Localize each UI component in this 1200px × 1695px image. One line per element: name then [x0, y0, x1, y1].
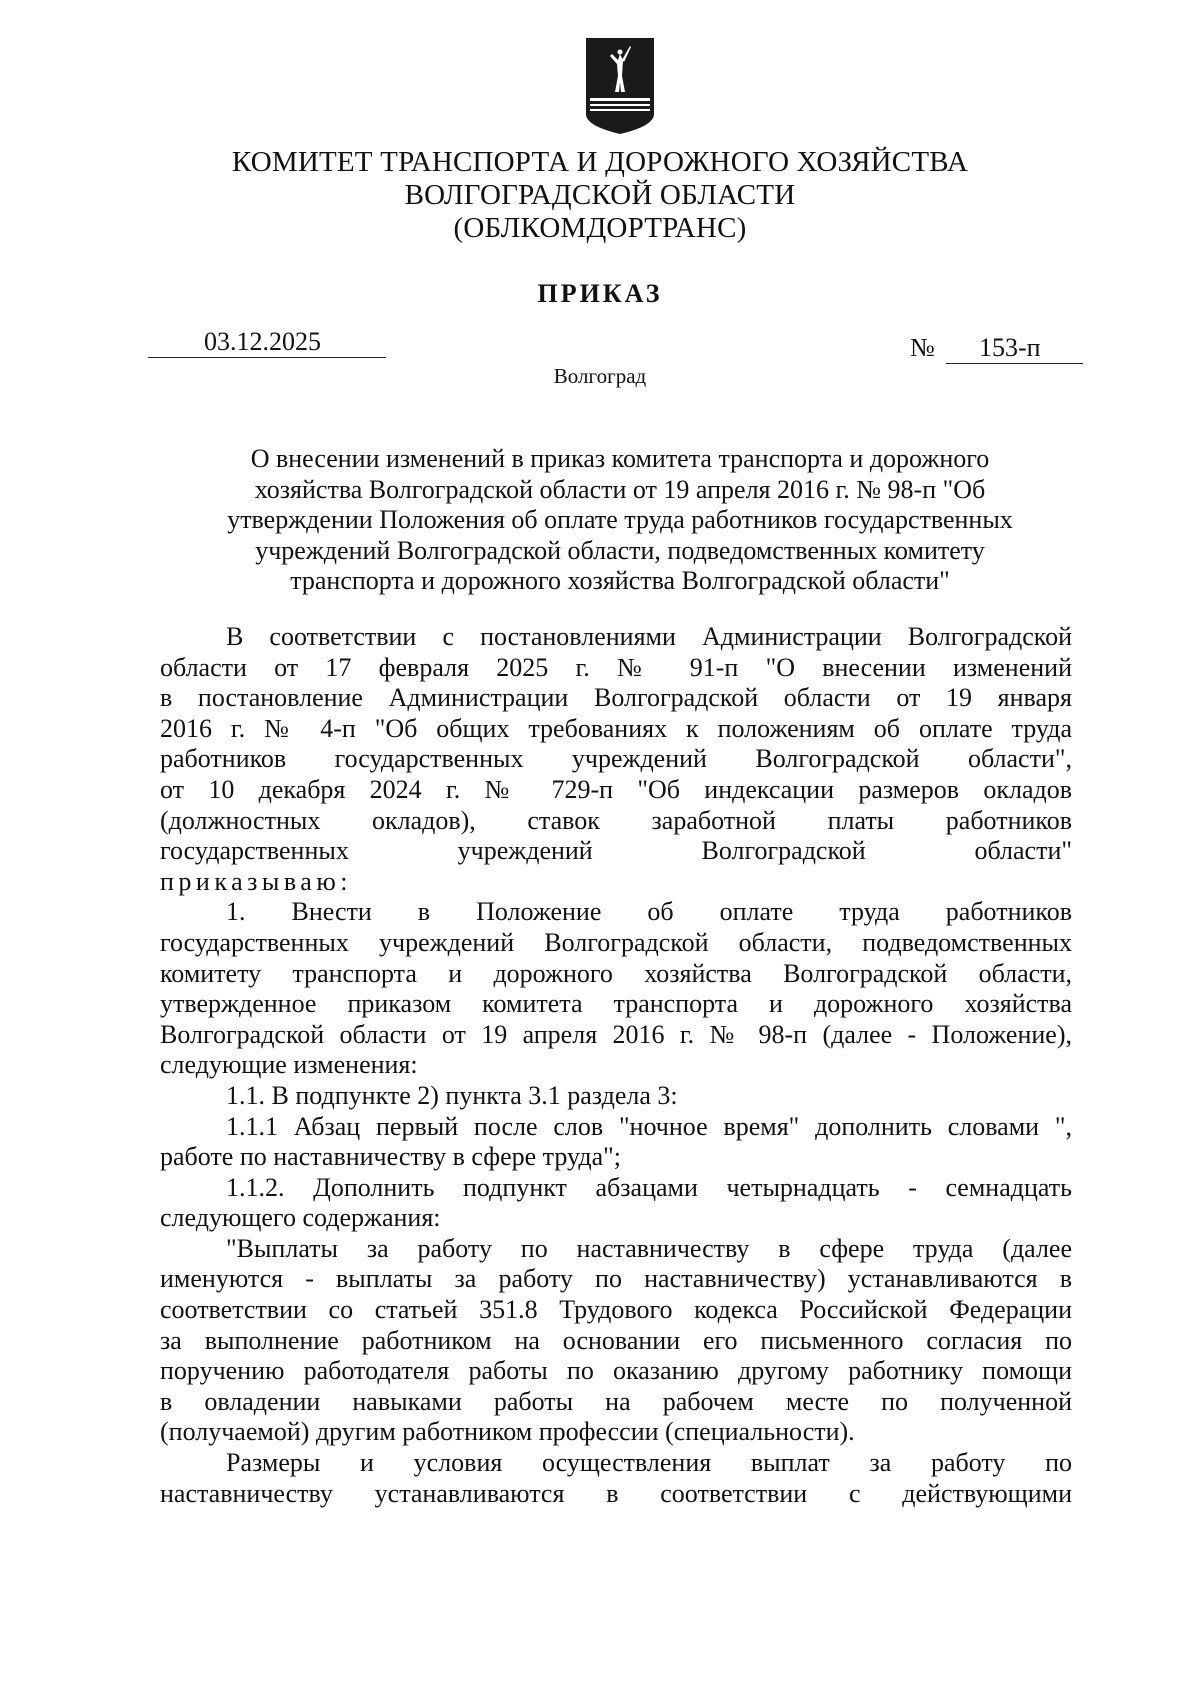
body-line: 1. Внести в Положение об оплате труда работников: [226, 897, 1072, 927]
body-line: приказываю:: [160, 866, 352, 896]
body-line: 2016 г. № 4-п "Об общих требованиях к положениям об оплате труда: [160, 713, 1072, 743]
body-line: Размеры и условия осуществления выплат за работу по: [226, 1448, 1072, 1478]
body-line: 1.1. В подпункте 2) пункта 3.1 раздела 3:: [226, 1080, 678, 1110]
subject-line: учреждений Волгоградской области, подведомственных комитету: [255, 535, 985, 565]
subject-line: утверждении Положения об оплате труда работников государственных: [227, 505, 1013, 534]
number-field: [946, 333, 1083, 364]
body-line: 1.1.2. Дополнить подпункт абзацами четырнадцать - семнадцать: [226, 1172, 1072, 1202]
org-line: КОМИТЕТ ТРАНСПОРТА И ДОРОЖНОГО ХОЗЯЙСТВА: [231, 146, 969, 178]
document-body: [160, 622, 1072, 1509]
body-line: работе по наставничеству в сфере труда";: [160, 1142, 621, 1172]
org-line: (ОБЛКОМДОРТРАНС): [453, 212, 747, 244]
coat-of-arms-emblem: [584, 36, 656, 136]
body-line: за выполнение работником на основании его письменного согласия по: [160, 1325, 1072, 1355]
body-line: поручению работодателя работы по оказанию другому работнику помощи: [160, 1356, 1072, 1386]
body-line: утвержденное приказом комитета транспорта и дорожного хозяйства: [160, 989, 1072, 1019]
body-line: наставничеству устанавливаются в соответствии с действующими: [160, 1478, 1072, 1508]
number-label: №: [910, 333, 935, 362]
body-line: именуются - выплаты за работу по наставничеству) устанавливаются в: [160, 1264, 1072, 1294]
document-type-title: ПРИКАЗ: [537, 279, 663, 308]
body-line: работников государственных учреждений Волгоградской области",: [160, 744, 1072, 774]
body-line: Волгоградской области от 19 апреля 2016 г. № 98-п (далее - Положение),: [160, 1019, 1072, 1049]
date-field: [148, 327, 386, 358]
subject-line: О внесении изменений в приказ комитета транспорта и дорожного: [250, 444, 990, 473]
body-line: в овладении навыками работы на рабочем месте по полученной: [160, 1386, 1072, 1416]
subject-line: транспорта и дорожного хозяйства Волгоградской области": [290, 566, 950, 595]
document-subject: [150, 444, 1090, 597]
body-line: (должностных окладов), ставок заработной платы работников: [160, 805, 1072, 835]
body-line: комитету транспорта и дорожного хозяйства Волгоградской области,: [160, 958, 1072, 988]
body-line: от 10 декабря 2024 г. № 729-п "Об индексации размеров окладов: [160, 774, 1072, 804]
body-line: следующего содержания:: [160, 1203, 441, 1233]
body-line: (получаемой) другим работником профессии (специальности).: [160, 1417, 855, 1447]
body-line: соответствии со статьей 351.8 Трудового кодекса Российской Федерации: [160, 1295, 1072, 1325]
document-number: 153-п: [979, 333, 1041, 362]
subject-line: хозяйства Волгоградской области от 19 апреля 2016 г. № 98-п "Об: [254, 474, 986, 504]
body-line: области от 17 февраля 2025 г. № 91-п "О внесении изменений: [160, 652, 1072, 682]
body-line: следующие изменения:: [160, 1050, 418, 1080]
body-line: "Выплаты за работу по наставничеству в сфере труда (далее: [226, 1233, 1072, 1263]
city-name: Волгоград: [553, 364, 647, 388]
body-line: в постановление Администрации Волгоградской области от 19 января: [160, 683, 1072, 713]
body-line: 1.1.1 Абзац первый после слов "ночное время" дополнить словами ",: [226, 1111, 1072, 1141]
document-date: 03.12.2025: [204, 327, 321, 356]
body-line: государственных учреждений Волгоградской области, подведомственных: [160, 927, 1072, 957]
body-line: В соответствии с постановлениями Администрации Волгоградской: [226, 622, 1072, 651]
organization-name: [160, 146, 1040, 245]
org-line: ВОЛГОГРАДСКОЙ ОБЛАСТИ: [404, 179, 796, 211]
body-line: государственных учреждений Волгоградской области": [160, 836, 1072, 866]
